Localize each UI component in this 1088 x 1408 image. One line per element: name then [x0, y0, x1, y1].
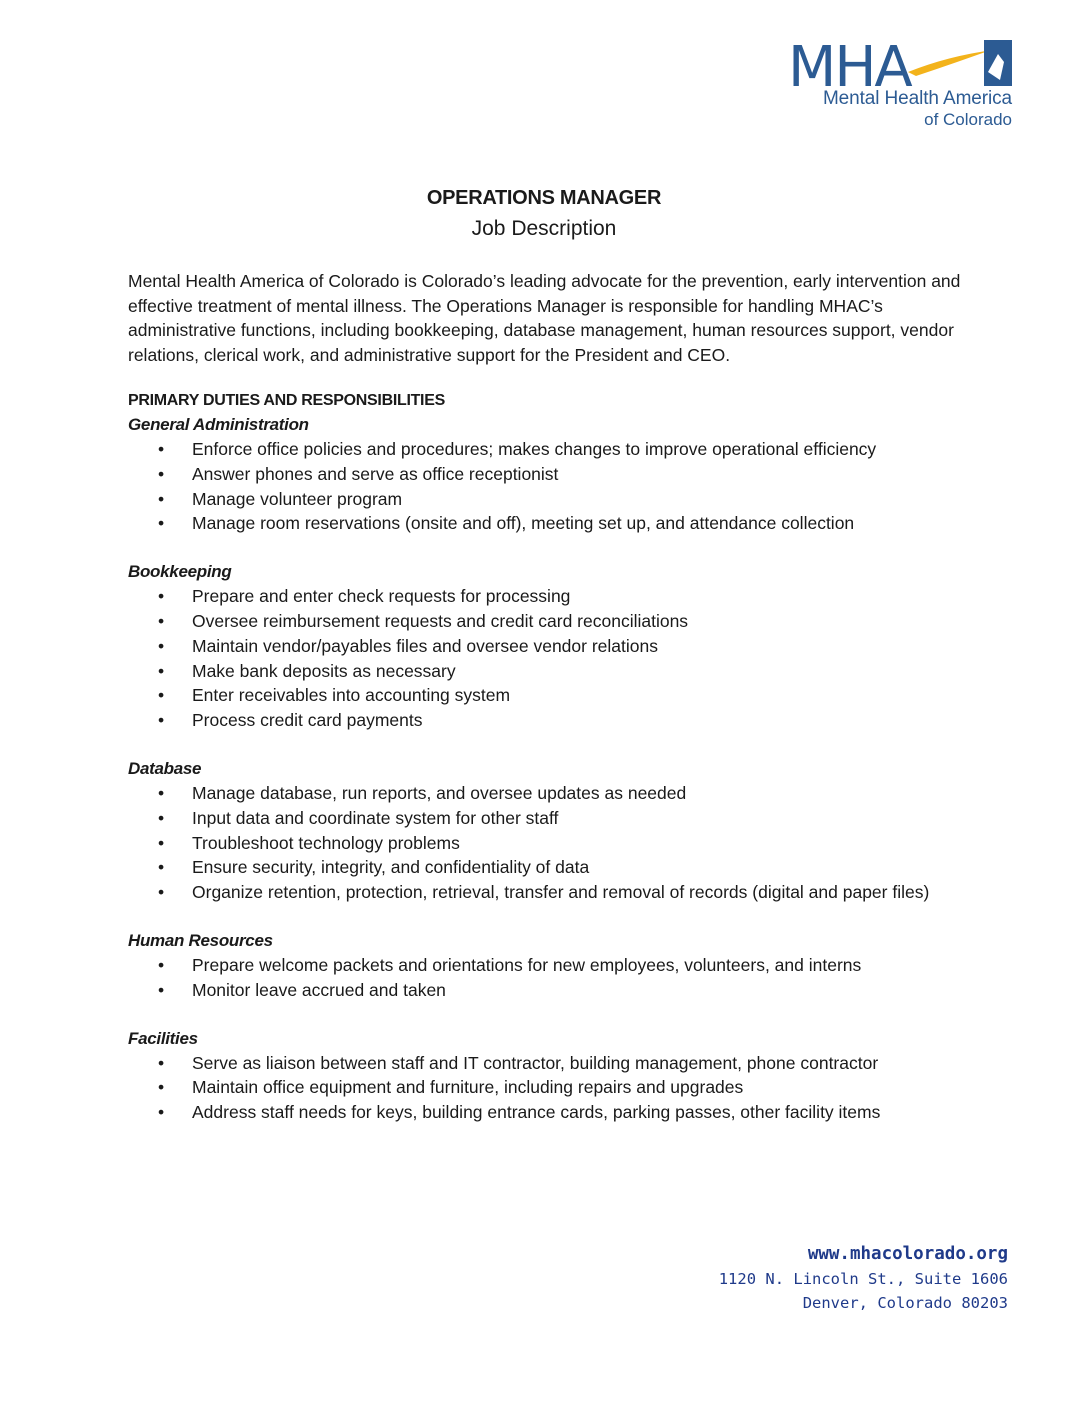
duty-item: • Process credit card payments	[128, 708, 1028, 733]
duty-item: • Input data and coordinate system for other staff	[128, 806, 1028, 831]
address-line-2: Denver, Colorado 80203	[802, 1294, 1008, 1312]
intro-paragraph	[128, 269, 968, 367]
mhac-logo	[788, 36, 1020, 132]
duty-item: • Enforce office policies and procedures; makes changes to improve operational efficiency	[128, 437, 1028, 462]
section-heading: Database	[128, 758, 202, 778]
website-link[interactable]: www.mhacolorado.org	[807, 1244, 1008, 1264]
logo-org-state: of Colorado	[924, 110, 1012, 129]
duty-item: • Organize retention, protection, retrieval, transfer and removal of records (digital and paper files)	[128, 880, 1028, 905]
duty-item: • Serve as liaison between staff and IT contractor, building management, phone contractor	[128, 1051, 1028, 1076]
duties-container	[128, 389, 1028, 1149]
duty-item: • Address staff needs for keys, building entrance cards, parking passes, other facility items	[128, 1100, 1028, 1125]
duty-item: • Prepare and enter check requests for processing	[128, 584, 1028, 609]
logo-org-name: Mental Health America	[822, 88, 1012, 109]
duty-item: • Oversee reimbursement requests and credit card reconciliations	[128, 609, 1028, 634]
mha-wordmark: MHA	[788, 36, 911, 92]
footer-contact	[719, 1241, 1008, 1315]
duty-list	[128, 437, 1028, 536]
duty-item: • Answer phones and serve as office receptionist	[128, 462, 1028, 487]
duty-item: • Monitor leave accrued and taken	[128, 978, 1028, 1003]
duty-section	[128, 1027, 1028, 1125]
duty-section	[128, 560, 1028, 733]
page-title: OPERATIONS MANAGER	[426, 187, 662, 209]
duty-section	[128, 757, 1028, 905]
sections-list	[128, 413, 1028, 1125]
mha-logo-mark	[788, 36, 1020, 92]
section-heading: General Administration	[128, 415, 309, 434]
primary-duties-heading: PRIMARY DUTIES AND RESPONSIBILITIES	[128, 392, 445, 409]
duty-item: • Manage room reservations (onsite and off), meeting set up, and attendance collection	[128, 511, 1028, 536]
duty-item: • Maintain vendor/payables files and oversee vendor relations	[128, 634, 1028, 659]
duty-item: • Make bank deposits as necessary	[128, 659, 1028, 684]
duty-item: • Ensure security, integrity, and confidentiality of data	[128, 855, 1028, 880]
duty-list	[128, 584, 1028, 733]
duty-item: • Prepare welcome packets and orientations for new employees, volunteers, and interns	[128, 953, 1028, 978]
page-subtitle: Job Description	[471, 217, 617, 240]
duty-item: • Enter receivables into accounting system	[128, 683, 1028, 708]
duty-item: • Manage database, run reports, and oversee updates as needed	[128, 781, 1028, 806]
section-heading: Bookkeeping	[128, 562, 232, 582]
duty-item: • Manage volunteer program	[128, 487, 1028, 512]
section-heading: Human Resources	[128, 930, 273, 950]
duty-section	[128, 413, 1028, 536]
address-line-1: 1120 N. Lincoln St., Suite 1606	[718, 1270, 1008, 1288]
duty-list	[128, 953, 1028, 1003]
duty-section	[128, 929, 1028, 1003]
section-heading: Facilities	[128, 1028, 198, 1048]
duty-item: • Troubleshoot technology problems	[128, 831, 1028, 856]
intro-text: Mental Health America of Colorado is Colorado’s leading advocate for the prevention, early intervention and effective treatment of mental illness. The Operations Manager is responsible for handling MHAC’s administrative functions, including bookkeeping, database management, human resources support, vendor relations, clerical work, and administrative support for the President and CEO.	[128, 271, 961, 365]
duty-item: • Maintain office equipment and furniture, including repairs and upgrades	[128, 1075, 1028, 1100]
duty-list	[128, 781, 1028, 905]
duty-list	[128, 1051, 1028, 1125]
